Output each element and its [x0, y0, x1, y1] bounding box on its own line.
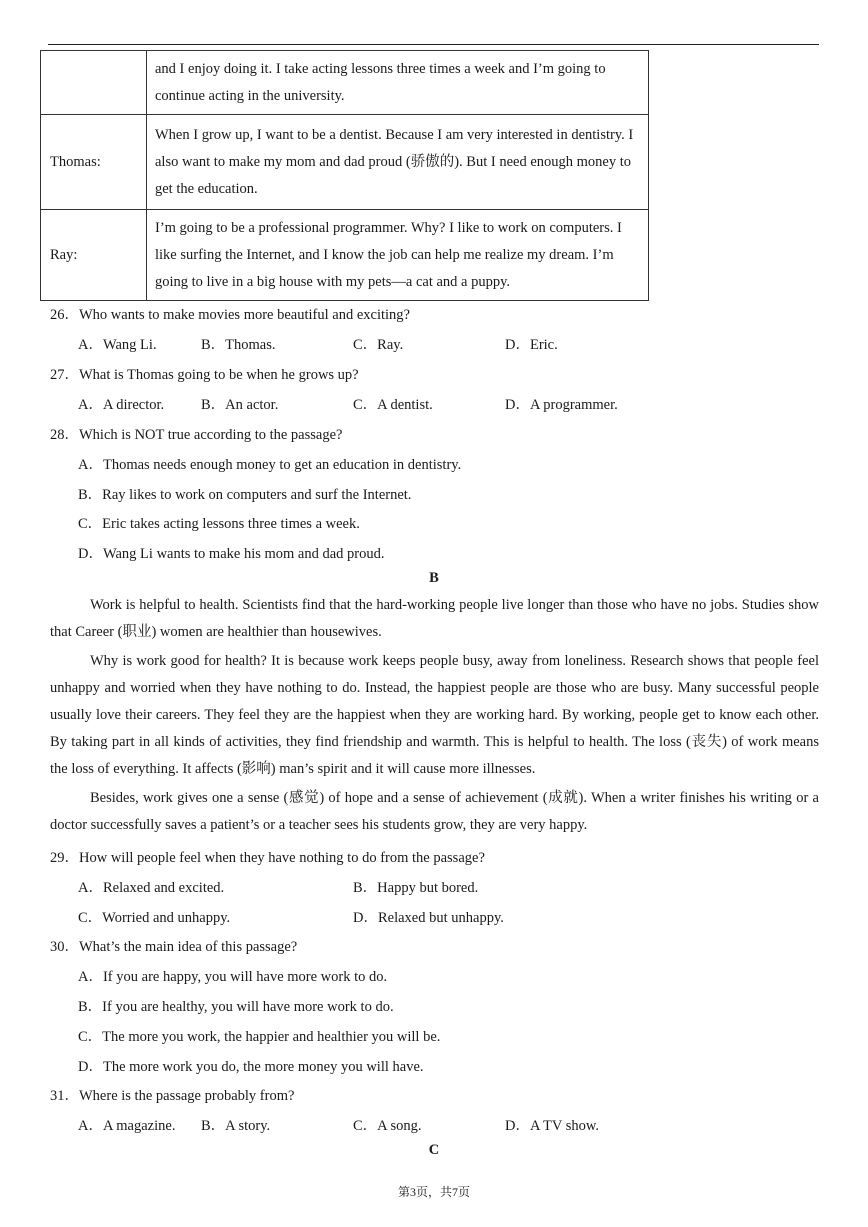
- option-29-a[interactable]: A．Relaxed and excited.: [78, 880, 225, 896]
- section-b-heading: B: [429, 570, 439, 586]
- row-name: Thomas:: [41, 115, 147, 210]
- passage-paragraph: Why is work good for health? It is because work keeps people busy, away from loneliness. Research shows that people feel unhappy and worried when they have nothing to do. Instead, the happiest people are those who are busy. Many successful people usually love their careers. They feel they are the happiest when they are working hard. By working, people get to know each other. By taking part in all kinds of activities, they find friendship and warmth. This is helpful to health. The loss (丧失) of work means the loss of everything. It affects (影响) man’s spirit and it will cause more illnesses.: [50, 653, 819, 777]
- option-31-b[interactable]: B．A story.: [201, 1118, 271, 1134]
- option-26-b[interactable]: B．Thomas.: [201, 337, 276, 353]
- option-29-d[interactable]: D．Relaxed but unhappy.: [353, 910, 504, 926]
- question-26: 26．Who wants to make movies more beautiful and exciting?: [50, 307, 410, 323]
- option-27-a[interactable]: A．A director.: [78, 397, 165, 413]
- page-footer: 第3页，共7页: [397, 1185, 470, 1199]
- row-name: Ray:: [41, 210, 147, 301]
- option-28-b[interactable]: B．Ray likes to work on computers and surf the Internet.: [78, 487, 412, 503]
- row-text: I’m going to be a professional programmer. Why? I like to work on computers. I like surfing the Internet, and I know the job can help me realize my dream. I’m going to live in a big house with my pets—a cat and a puppy.: [147, 210, 649, 301]
- profiles-table: [40, 50, 649, 301]
- option-26-a[interactable]: A．Wang Li.: [78, 337, 157, 353]
- option-30-d[interactable]: D．The more work you do, the more money you will have.: [78, 1059, 424, 1075]
- option-30-a[interactable]: A．If you are happy, you will have more work to do.: [78, 969, 388, 985]
- question-31: 31．Where is the passage probably from?: [50, 1088, 295, 1104]
- option-29-b[interactable]: B．Happy but bored.: [353, 880, 479, 896]
- option-28-a[interactable]: A．Thomas needs enough money to get an education in dentistry.: [78, 457, 462, 473]
- table-row: [41, 210, 649, 301]
- table-row: [41, 51, 649, 115]
- option-27-c[interactable]: C．A dentist.: [353, 397, 433, 413]
- row-text: and I enjoy doing it. I take acting lessons three times a week and I’m going to continue acting in the university.: [147, 51, 649, 115]
- option-26-c[interactable]: C．Ray.: [353, 337, 404, 353]
- option-27-b[interactable]: B．An actor.: [201, 397, 279, 413]
- section-c-heading: C: [428, 1142, 440, 1158]
- option-28-d[interactable]: D．Wang Li wants to make his mom and dad proud.: [78, 546, 385, 562]
- row-text: When I grow up, I want to be a dentist. Because I am very interested in dentistry. I also want to make my mom and dad proud (骄傲的). But I need enough money to get the education.: [147, 115, 649, 210]
- question-28: 28．Which is NOT true according to the passage?: [50, 427, 343, 443]
- option-29-c[interactable]: C．Worried and unhappy.: [78, 910, 231, 926]
- option-28-c[interactable]: C．Eric takes acting lessons three times a week.: [78, 516, 360, 532]
- option-30-b[interactable]: B．If you are healthy, you will have more work to do.: [78, 999, 394, 1015]
- question-30: 30．What’s the main idea of this passage?: [50, 939, 298, 955]
- option-31-c[interactable]: C．A song.: [353, 1118, 422, 1134]
- option-31-d[interactable]: D．A TV show.: [505, 1118, 599, 1134]
- question-27: 27．What is Thomas going to be when he grows up?: [50, 367, 359, 383]
- option-26-d[interactable]: D．Eric.: [505, 337, 558, 353]
- passage-paragraph: Work is helpful to health. Scientists find that the hard-working people live longer than those who have no jobs. Studies show that Career (职业) women are healthier than housewives.: [50, 597, 819, 640]
- question-29: 29．How will people feel when they have nothing to do from the passage?: [50, 850, 485, 866]
- option-27-d[interactable]: D．A programmer.: [505, 397, 618, 413]
- header-rule: [48, 44, 819, 45]
- option-30-c[interactable]: C．The more you work, the happier and healthier you will be.: [78, 1029, 441, 1045]
- row-name: [41, 51, 147, 115]
- passage-paragraph: Besides, work gives one a sense (感觉) of hope and a sense of achievement (成就). When a writer finishes his writing or a doctor successfully saves a patient’s or a teacher sees his students grow, they are very happy.: [50, 790, 819, 833]
- option-31-a[interactable]: A．A magazine.: [78, 1118, 176, 1134]
- table-row: [41, 115, 649, 210]
